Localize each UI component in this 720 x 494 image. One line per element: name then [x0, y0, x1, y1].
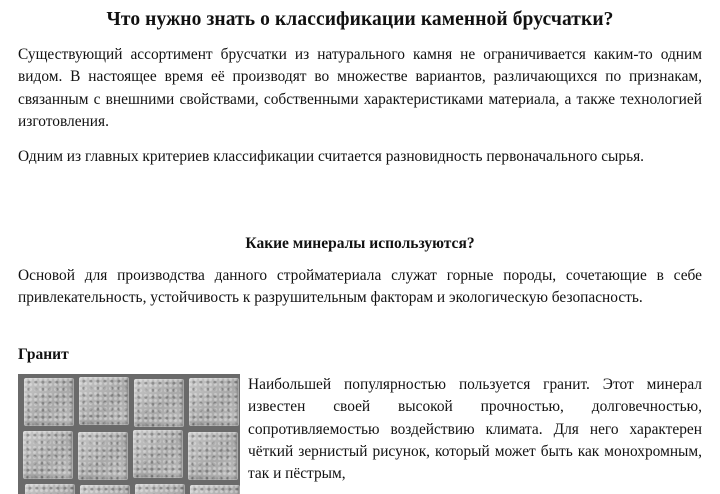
granite-heading: Гранит: [18, 346, 69, 363]
page-title: Что нужно знать о классификации каменной брусчатки?: [106, 9, 614, 30]
criteria-paragraph: Одним из главных критериев классификации считается разновидность первоначального сырья.: [18, 148, 645, 165]
granite-paragraph: Наибольшей популярностью пользуется гранит. Этот минерал известен своей высокой прочностью, долговечностью, сопротивляемостью воздействию климата. Для него характерен чёткий зернистый рисунок, который может быть как монохромным, так и пёстрым,: [248, 376, 702, 483]
minerals-paragraph: Основой для производства данного стройматериала служат горные породы, сочетающие в себе привлекательность, устойчивость к разрушительным факторам и экологическую безопасность.: [18, 267, 702, 307]
minerals-subheading: Какие минералы используются?: [245, 235, 475, 252]
intro-paragraph: Существующий ассортимент брусчатки из натурального камня не ограничивается каким-то одним видом. В настоящее время её производят во множестве вариантов, различающихся по признакам, связанным с внешними свойствами, собственными характеристиками материала, а также технологией изготовления.: [18, 46, 702, 130]
granite-paving-photo: [18, 374, 240, 494]
